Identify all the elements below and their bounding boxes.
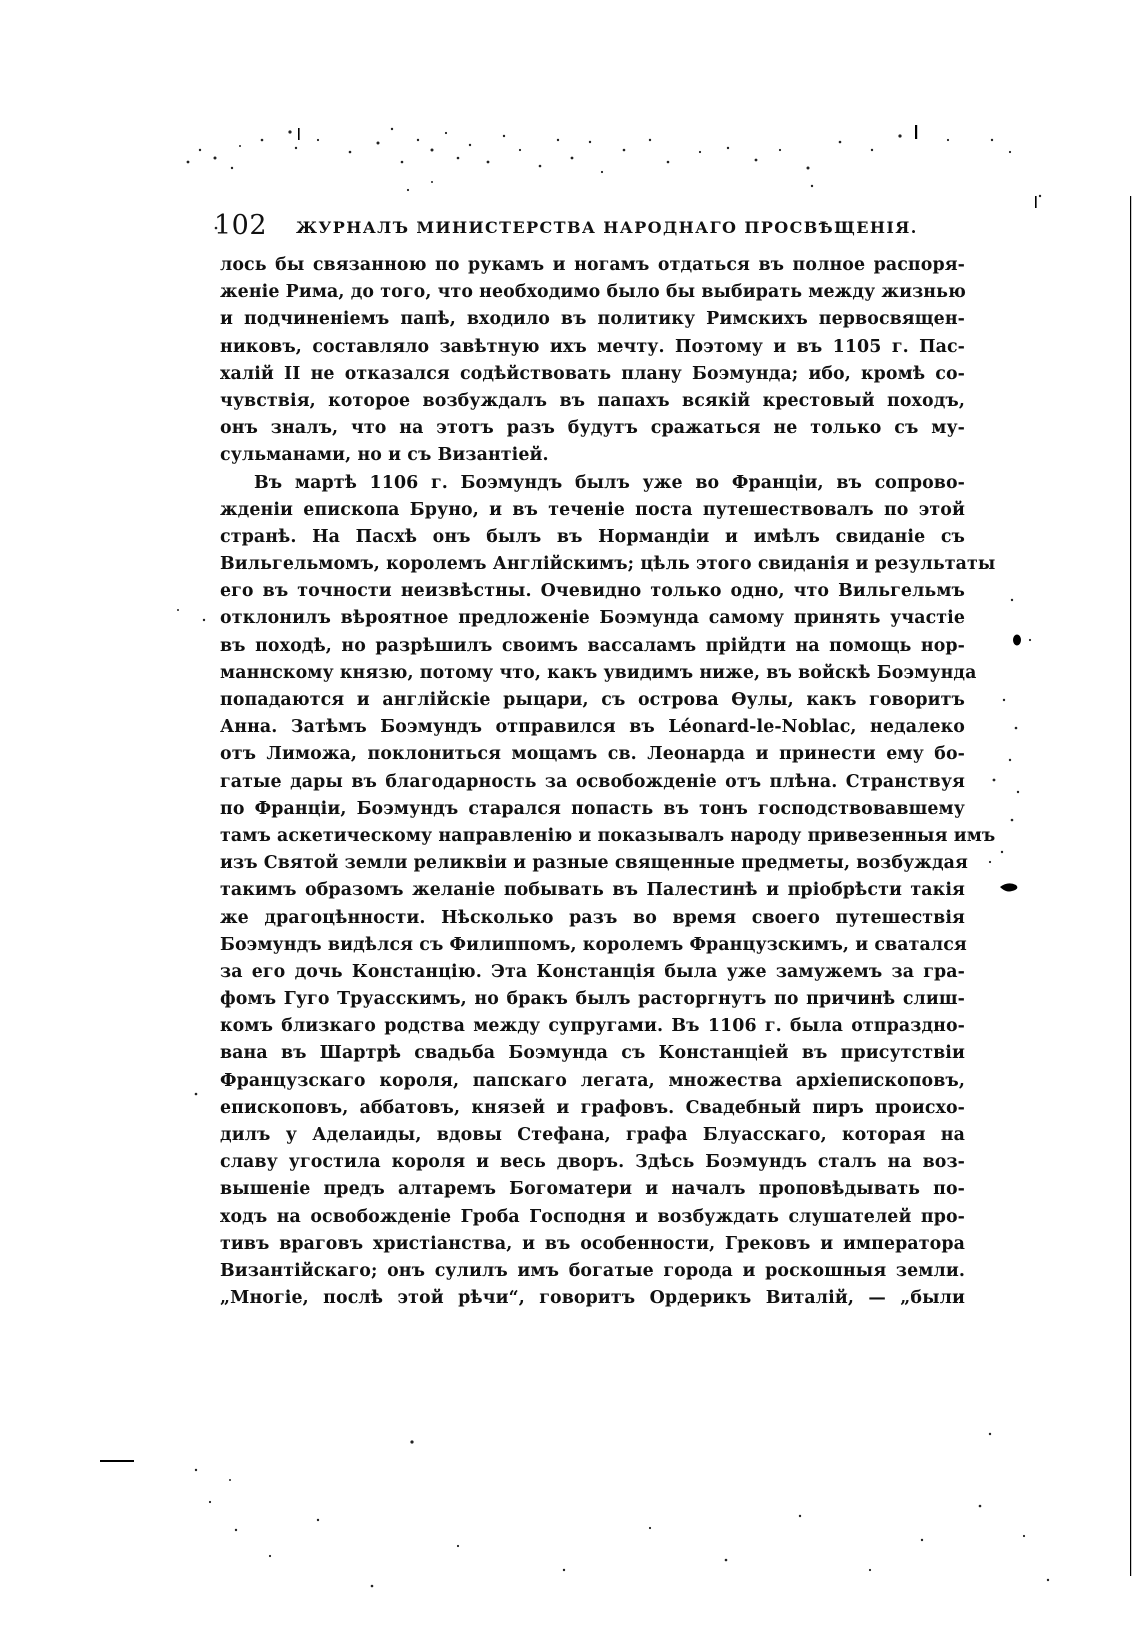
text-line: Анна. Затѣмъ Боэмундъ отправился въ Léonard-le-Noblac, недалеко [220,717,965,738]
text-line: по Франціи, Боэмундъ старался попасть въ тонъ господствовавшему [220,798,965,819]
text-line: епископовъ, аббатовъ, князей и графовъ. Свадебный пиръ происхо- [220,1097,965,1118]
text-line: же драгоцѣнности. Нѣсколько разъ во время своего путешествія [220,907,965,928]
text-line: въ походѣ, но разрѣшилъ своимъ вассаламъ прійдти на помощь нор- [220,635,965,656]
text-line: Вильгельмомъ, королемъ Англійскимъ; цѣль этого свиданія и результаты [220,554,996,575]
text-line: вана въ Шартрѣ свадьба Боэмунда съ Констанціей въ присутствіи [220,1043,965,1064]
text-line: странѣ. На Пасхѣ онъ былъ въ Нормандіи и имѣлъ свиданіе съ [220,526,965,547]
text-line: тивъ враговъ христіанства, и въ особенности, Грековъ и императора [220,1233,965,1254]
text-line: вышеніе предъ алтаремъ Богоматери и началъ проповѣдывать по- [220,1179,965,1200]
text-line: такимъ образомъ желаніе побывать въ Палестинѣ и пріобрѣсти такія [220,880,965,901]
text-line: дилъ у Аделаиды, вдовы Стефана, графа Блуасскаго, которая на [220,1125,965,1145]
text-line: онъ зналъ, что на этотъ разъ будутъ сражаться не только съ му- [220,418,965,439]
text-line: маннскому князю, потому что, какъ увидимъ ниже, въ войскѣ Боэмунда [220,662,977,683]
text-line: отклонилъ вѣроятное предложеніе Боэмунда самому принять участіе [220,608,965,629]
text-line: никовъ, составляло завѣтную ихъ мечту. Поэтому и въ 1105 г. Пас- [220,336,965,357]
page-header [214,210,974,246]
text-line: лось бы связанною по рукамъ и ногамъ отдаться въ полное распоря- [220,255,965,275]
text-line: „Многіе, послѣ этой рѣчи“, говоритъ Ордерикъ Виталій, — „были [220,1288,965,1309]
text-line: его въ точности неизвѣстны. Очевидно только одно, что Вильгельмъ [220,581,965,602]
text-line: попадаются и англійскіе рыцари, съ острова Ѳулы, какъ говоритъ [220,690,965,710]
text-line: отъ Лиможа, поклониться мощамъ св. Леонарда и принести ему бо- [220,744,965,765]
text-line: и подчиненіемъ папѣ, входило въ политику Римскихъ первосвящен- [220,309,965,330]
running-title: ЖУРНАЛЪ МИНИСТЕРСТВА НАРОДНАГО ПРОСВѢЩЕНІЯ. [296,218,918,237]
text-line: изъ Святой земли реликвіи и разные священные предметы, возбуждая [220,853,968,874]
text-line: за его дочь Констанцію. Эта Констанція была уже замужемъ за гра- [220,961,965,982]
text-line: фомъ Гуго Труасскимъ, но бракъ былъ расторгнутъ по причинѣ слиш- [220,989,965,1010]
text-line: славу угостила короля и весь дворъ. Здѣсь Боэмундъ сталъ на воз- [220,1152,965,1173]
text-line: чувствія, которое возбуждалъ въ папахъ всякій крестовый походъ, [220,390,965,411]
text-line: Боэмундъ видѣлся съ Филиппомъ, королемъ Французскимъ, и сватался [220,934,967,955]
text-line: Византійскаго; онъ сулилъ имъ богатые города и роскошныя земли. [220,1260,965,1281]
paragraph-first-line: Въ мартѣ 1106 г. Боэмундъ былъ уже во Франціи, въ сопрово- [254,472,965,493]
body-text [220,252,996,1312]
text-line: гатые дары въ благодарность за освобожденіе отъ плѣна. Странствуя [220,771,965,792]
text-line: женіе Рима, до того, что необходимо было бы выбирать между жизнью [220,282,966,303]
text-line: сульманами, но и съ Византіей. [220,445,549,466]
text-line: ходъ на освобожденіе Гроба Господня и возбуждать слушателей про- [220,1206,965,1227]
text-line: тамъ аскетическому направленію и показывалъ народу привезенныя имъ [220,825,996,846]
text-line: Французскаго короля, папскаго легата, множества архіепископовъ, [220,1070,965,1091]
text-line: комъ близкаго родства между супругами. Въ 1106 г. была отпраздно- [220,1016,965,1037]
text-line: жденіи епископа Бруно, и въ теченіе поста путешествовалъ по этой [220,499,965,520]
page-number: 102 [214,210,268,241]
text-line: халій II не отказался содѣйствовать плану Боэмунда; ибо, кромѣ со- [220,363,965,384]
